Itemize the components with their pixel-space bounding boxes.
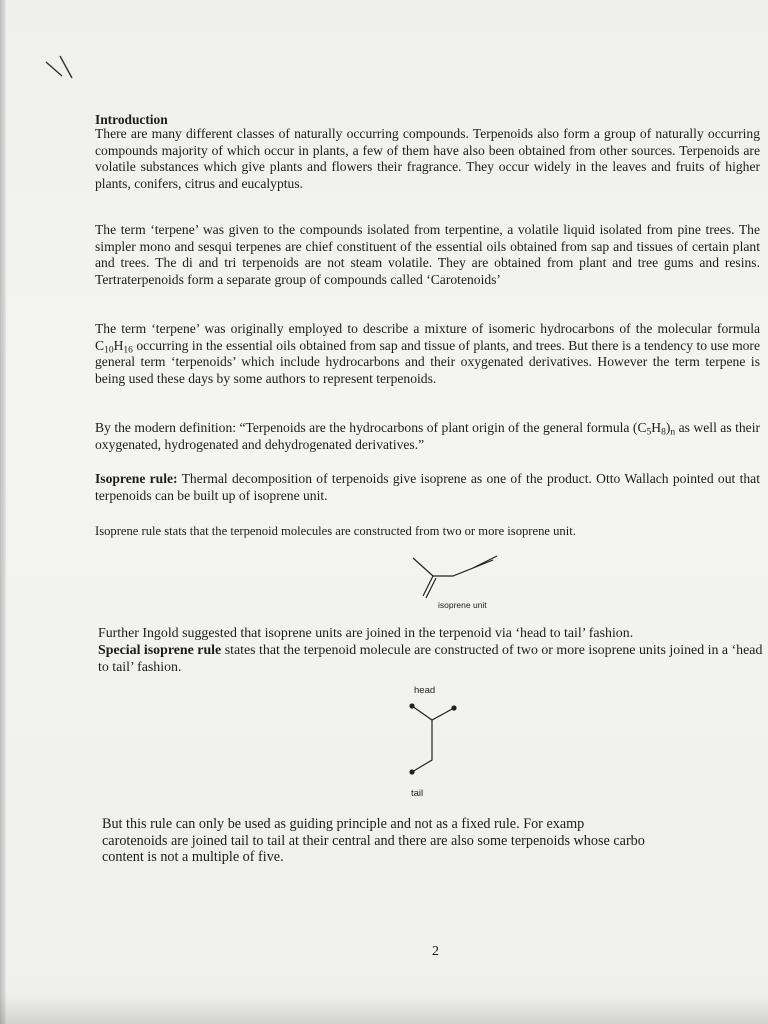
page-bottom-shadow bbox=[0, 994, 768, 1024]
paragraph-terpene-original: The term ‘terpene’ was originally employed to describe a mixture of isomeric hydrocarbons of the molecular formula $C_{10}H_{16}$ occurring in the essential oils obtained from sap and tissue of plants, and trees. But there is a tendency to use more general term ‘terpenoids’ which include hydrocarbons and their oxygenated derivatives. However the term terpene is being used these days by some authors to represent terpenoids. bbox=[95, 321, 760, 386]
page-edge bbox=[0, 0, 6, 1024]
paragraph-intro: There are many different classes of naturally occurring compounds. Terpenoids also form a group of naturally occurring compounds majority of which occur in plants, a few of them have also been obtained from other sources. Terpenoids are volatile substances which give plants and flowers their fragrance. They occur widely in the leaves and fruits of higher plants, conifers, citrus and eucalyptus. bbox=[95, 126, 760, 191]
isoprene-structure bbox=[405, 552, 515, 602]
section-heading: Introduction bbox=[95, 112, 168, 127]
head-tail-structure bbox=[402, 700, 466, 782]
paragraph-isoprene-rule: Isoprene rule: Thermal decomposition of terpenoids give isoprene as one of the product. Otto Wallach pointed out that terpenoids can be built up of isoprene unit. bbox=[95, 471, 760, 503]
paragraph-isoprene-statement: Isoprene rule stats that the terpenoid molecules are constructed from two or more isoprene unit. bbox=[95, 524, 576, 538]
page-number: 2 bbox=[432, 944, 439, 959]
paragraph-special-rule: Further Ingold suggested that isoprene units are joined in the terpenoid via ‘head to tail’ fashion. Special isoprene rule states that the terpenoid molecule are constructed of two or more isoprene units joined in a ‘head to tail’ fashion. bbox=[98, 626, 763, 675]
paragraph-guiding-principle: But this rule can only be used as guiding principle and not as a fixed rule. For examp carotenoids are joined tail to tail at their central and there are also some terpenoids whose carbo content is not a multiple of five. bbox=[102, 816, 645, 865]
head-label: head bbox=[414, 685, 436, 696]
tail-label: tail bbox=[411, 788, 424, 799]
isoprene-unit-label: isoprene unit bbox=[438, 600, 487, 610]
paragraph-modern-definition: By the modern definition: “Terpenoids are the hydrocarbons of plant origin of the general formula $(C_5H_8)_n$ as well as their oxygenated, hydrogenated and dehydrogenated derivatives.” bbox=[95, 420, 761, 452]
paragraph-terpene-term: The term ‘terpene’ was given to the compounds isolated from terpentine, a volatile liquid isolated from pine trees. The simpler mono and sesqui terpenes are chief constituent of the essential oils obtained from sap and tissues of certain plant and trees. The di and tri terpenoids are not steam volatile. They are obtained from plant and tree gums and resins. Tertraterpenoids form a separate group of compounds called ‘Carotenoids’ bbox=[95, 222, 760, 287]
pen-mark bbox=[40, 52, 100, 92]
